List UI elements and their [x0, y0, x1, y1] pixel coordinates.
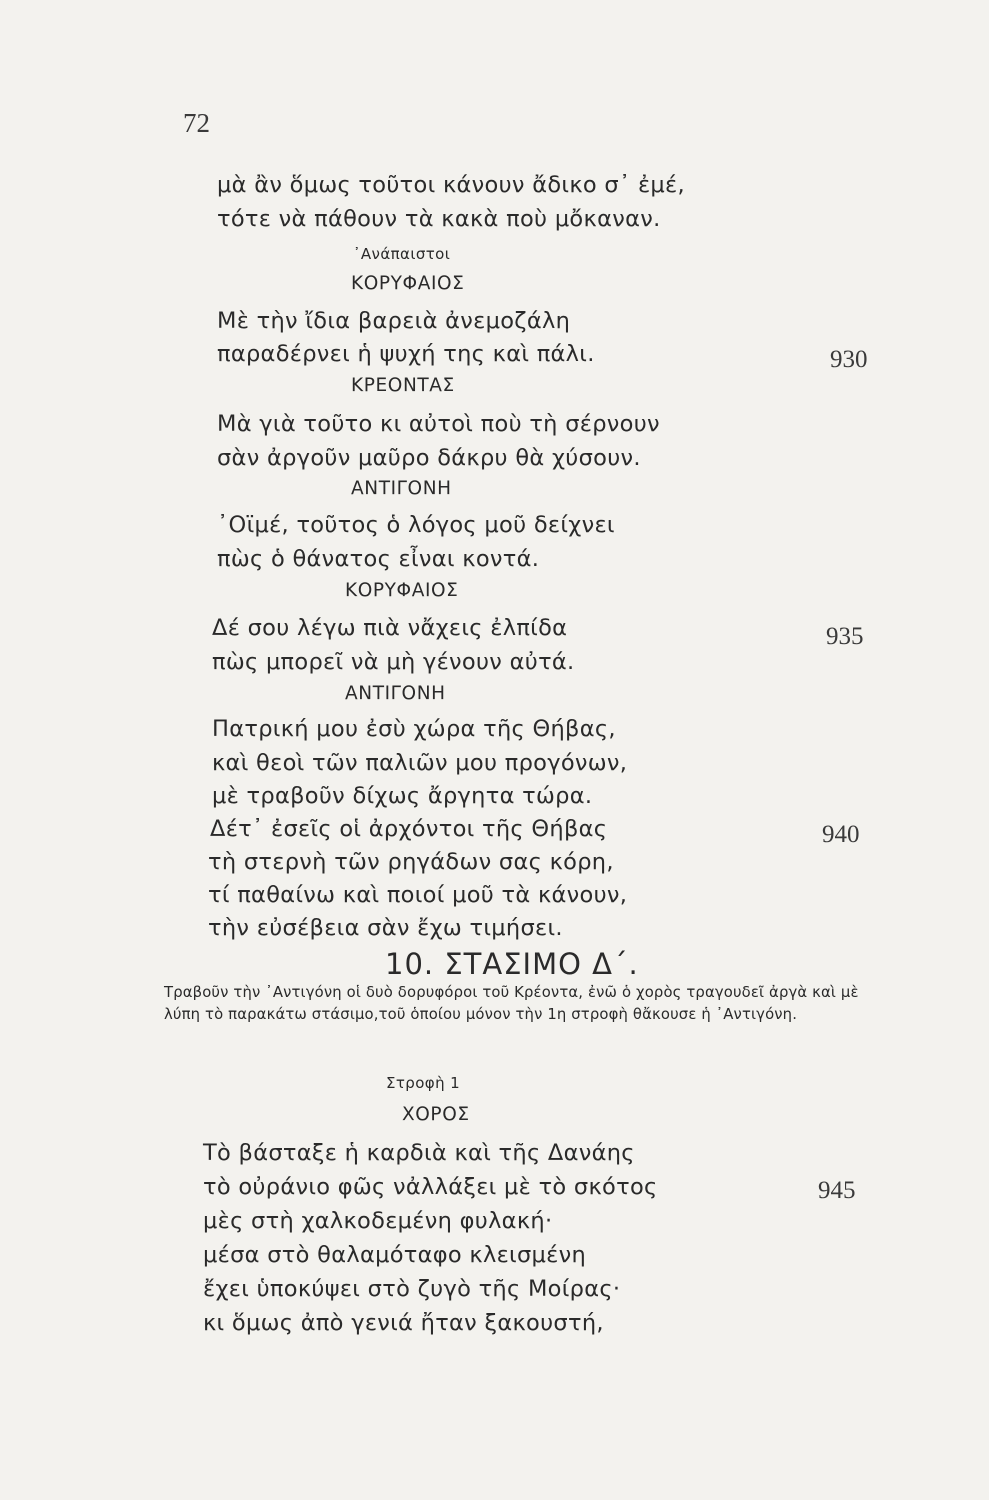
- verse-line: μὲ τραβοῦν δίχως ἄργητα τώρα.: [212, 783, 593, 809]
- speaker-name: ΑΝΤΙΓΟΝΗ: [345, 683, 446, 704]
- verse-line: τότε νὰ πάθουν τὰ κακὰ ποὺ μὄκαναν.: [217, 206, 661, 232]
- verse-line: Δέ σου λέγω πιὰ νἄχεις ἐλπίδα: [212, 615, 568, 641]
- speaker-name: ΑΝΤΙΓΟΝΗ: [351, 478, 452, 499]
- verse-line: τὴ στερνὴ τῶν ρηγάδων σας κόρη,: [208, 849, 614, 875]
- verse-line: ἔχει ὑποκύψει στὸ ζυγὸ τῆς Μοίρας·: [203, 1276, 621, 1302]
- verse-line: Μὰ γιὰ τοῦτο κι αὐτοὶ ποὺ τὴ σέρνουν: [217, 411, 660, 437]
- line-number: 930: [830, 346, 868, 373]
- strophe-label: Στροφὴ 1: [386, 1074, 461, 1092]
- verse-line: τὸ οὐράνιο φῶς νἀλλάξει μὲ τὸ σκότος: [203, 1174, 658, 1200]
- speaker-name: ΧΟΡΟΣ: [402, 1104, 470, 1125]
- line-number: 935: [826, 623, 864, 650]
- verse-line: τί παθαίνω καὶ ποιοί μοῦ τὰ κάνουν,: [208, 882, 628, 908]
- verse-line: μέσα στὸ θαλαμόταφο κλεισμένη: [203, 1242, 587, 1268]
- speaker-name: ΚΟΡΥΦΑΙΟΣ: [345, 580, 459, 601]
- verse-line: Τὸ βάσταξε ἡ καρδιὰ καὶ τῆς Δανάης: [203, 1140, 635, 1166]
- speaker-name: ΚΡΕΟΝΤΑΣ: [351, 375, 455, 396]
- verse-line: Δέτ᾽ ἐσεῖς οἱ ἀρχόντοι τῆς Θήβας: [210, 816, 608, 842]
- speaker-name: ΚΟΡΥΦΑΙΟΣ: [351, 273, 465, 294]
- verse-line: μὰ ἂν ὅμως τοῦτοι κάνουν ἄδικο σ᾽ ἐμέ,: [217, 172, 685, 198]
- line-number: 940: [822, 821, 860, 848]
- verse-line: ᾽Οϊμέ, τοῦτος ὁ λόγος μοῦ δείχνει: [217, 512, 615, 538]
- verse-line: πὼς ὁ θάνατος εἶναι κοντά.: [217, 546, 540, 572]
- section-heading: 10. ΣΤΑΣΙΜΟ Δ΄.: [385, 947, 639, 981]
- verse-line: πὼς μπορεῖ νὰ μὴ γένουν αὐτά.: [212, 649, 575, 675]
- meter-label: ᾽Ανάπαιστοι: [353, 245, 451, 263]
- verse-line: σὰν ἀργοῦν μαῦρο δάκρυ θὰ χύσουν.: [217, 445, 641, 471]
- verse-line: παραδέρνει ἡ ψυχή της καὶ πάλι.: [217, 341, 595, 367]
- page-number: 72: [183, 108, 210, 138]
- stage-direction: Τραβοῦν τὴν ᾽Αντιγόνη οἱ δυὸ δορυφόροι τοῦ Κρέοντα, ἐνῶ ὁ χορὸς τραγουδεῖ ἀργὰ καὶ μὲ λύπη τὸ παρακάτω στάσιμο,τοῦ ὁποίου μόνον τὴν 1η στροφὴ θἄκουσε ἡ ᾽Αντιγόνη.: [164, 984, 859, 1023]
- verse-line: Μὲ τὴν ἴδια βαρειὰ ἀνεμοζάλη: [217, 308, 571, 334]
- verse-line: μὲς στὴ χαλκοδεμένη φυλακή·: [203, 1208, 553, 1234]
- verse-line: τὴν εὐσέβεια σὰν ἔχω τιμήσει.: [208, 915, 563, 941]
- line-number: 945: [818, 1177, 856, 1204]
- verse-line: καὶ θεοὶ τῶν παλιῶν μου προγόνων,: [212, 750, 628, 776]
- verse-line: Πατρική μου ἐσὺ χώρα τῆς Θήβας,: [212, 716, 616, 742]
- verse-line: κι ὅμως ἀπὸ γενιά ἤταν ξακουστή,: [203, 1310, 604, 1336]
